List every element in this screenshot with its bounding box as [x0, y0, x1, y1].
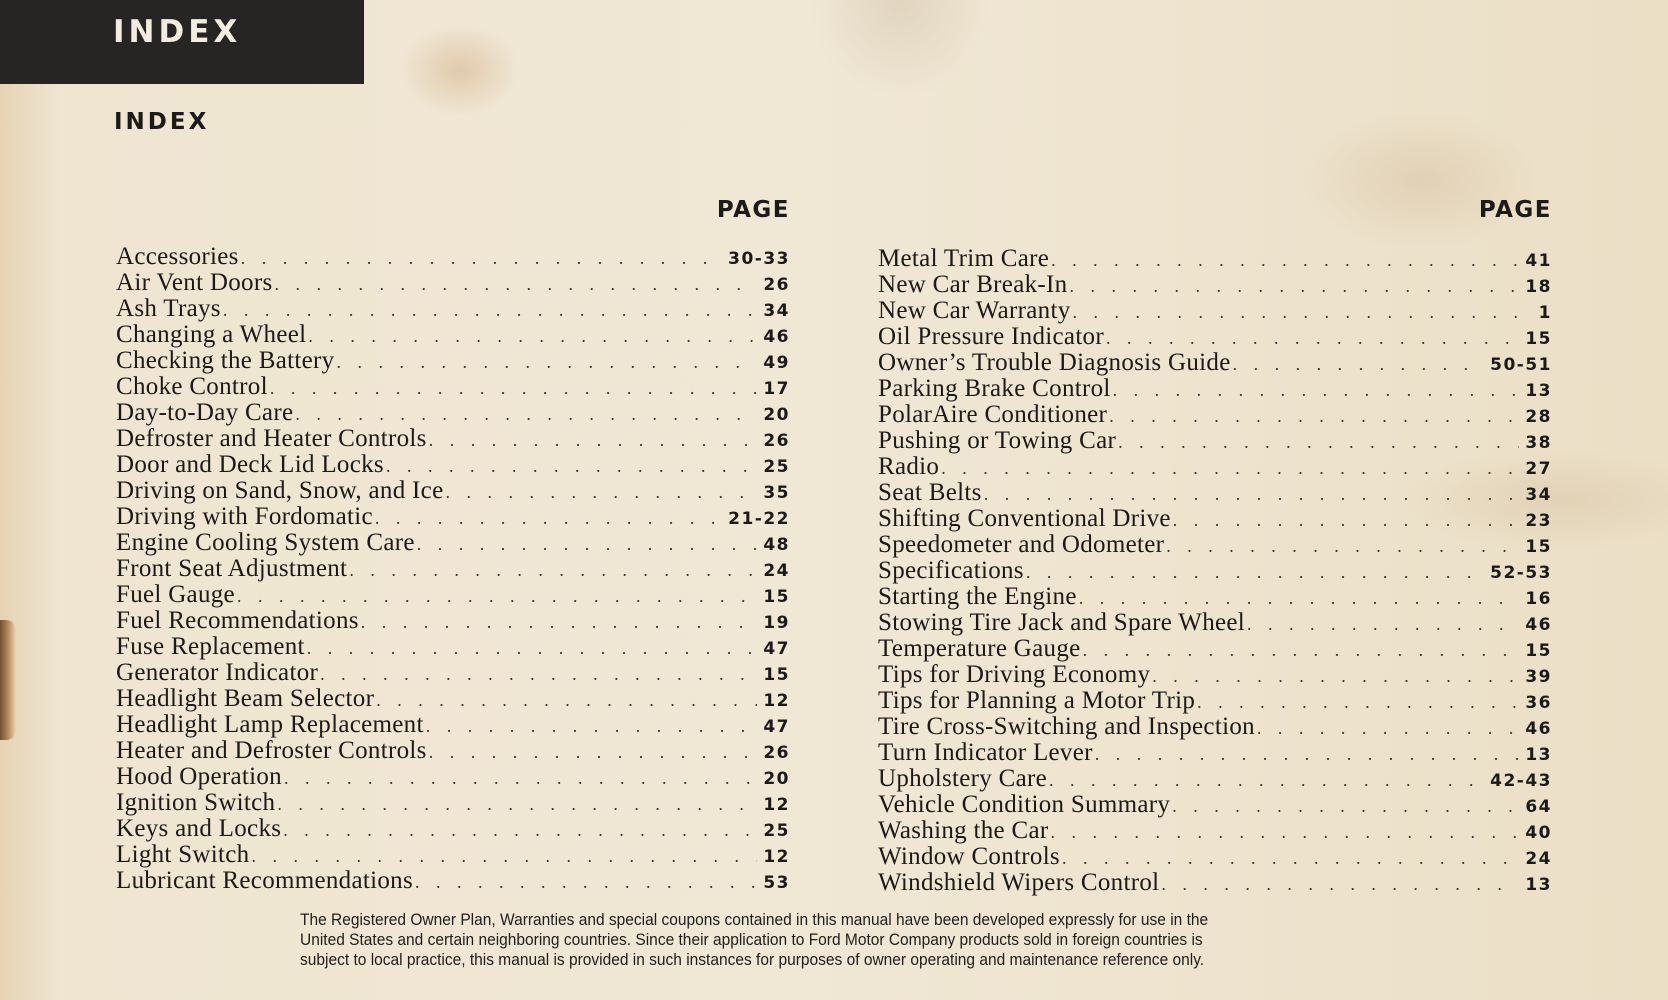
index-entry-label: Tips for Planning a Motor Trip — [878, 687, 1196, 714]
index-entry — [116, 842, 790, 868]
dot-leader — [1257, 715, 1519, 741]
index-entry — [116, 764, 790, 790]
dot-leader — [1152, 663, 1519, 689]
index-entry-page: 18 — [1525, 277, 1552, 297]
dot-leader — [1247, 611, 1519, 637]
index-entry — [878, 506, 1552, 532]
dot-leader — [283, 817, 757, 843]
dot-leader — [1095, 741, 1520, 767]
index-entry-label: Windshield Wipers Control — [878, 869, 1160, 896]
index-entry-label: Fuse Replacement — [116, 633, 305, 660]
index-entry — [116, 790, 790, 816]
dot-leader — [361, 609, 758, 635]
dot-leader — [270, 375, 758, 401]
dot-leader — [386, 453, 757, 479]
dot-leader — [1172, 793, 1519, 819]
page-column-header-right: PAGE — [1478, 197, 1552, 223]
index-entry-label: Headlight Beam Selector — [116, 685, 375, 712]
index-entry-page: 24 — [763, 561, 790, 581]
index-entry — [878, 844, 1552, 870]
footnote — [300, 910, 1315, 970]
index-entry-label: Oil Pressure Indicator — [878, 323, 1104, 350]
dot-leader — [1113, 377, 1520, 403]
index-entry-label: PolarAire Conditioner — [878, 401, 1108, 428]
index-entry-page: 26 — [763, 743, 790, 763]
index-entry — [116, 634, 790, 660]
index-entry-label: Vehicle Condition Summary — [878, 791, 1171, 818]
index-entry-label: Air Vent Doors — [116, 269, 273, 296]
index-entry-label: Upholstery Care — [878, 765, 1048, 792]
index-entry-label: Parking Brake Control — [878, 375, 1111, 402]
index-entry-page: 34 — [763, 301, 790, 321]
index-entry-label: Engine Cooling System Care — [116, 529, 415, 556]
dot-leader — [1118, 429, 1519, 455]
index-entry-label: Lubricant Recommendations — [116, 867, 414, 894]
index-entry-label: Temperature Gauge — [878, 635, 1081, 662]
index-entry — [878, 662, 1552, 688]
index-entry — [878, 298, 1552, 324]
dot-leader — [429, 427, 758, 453]
dot-leader — [1062, 845, 1519, 871]
index-column-right — [878, 246, 1552, 896]
binding-edge — [0, 620, 16, 740]
dot-leader — [320, 661, 757, 687]
index-entry-page: 15 — [1525, 641, 1552, 661]
index-entry — [878, 688, 1552, 714]
index-entry — [116, 400, 790, 426]
index-entry — [116, 712, 790, 738]
index-entry — [878, 376, 1552, 402]
footnote-line: subject to local practice, this manual is provided in such instances for purposes of owner operating and maintenance reference only. — [300, 951, 1205, 969]
index-entry — [878, 532, 1552, 558]
index-entry-page: 49 — [763, 353, 790, 373]
dot-leader — [376, 687, 757, 713]
dot-leader — [1166, 533, 1519, 559]
index-entry-label: Day-to-Day Care — [116, 399, 294, 426]
index-entry — [878, 402, 1552, 428]
index-entry — [116, 686, 790, 712]
index-entry-page: 50-51 — [1490, 355, 1552, 375]
index-entry — [878, 324, 1552, 350]
dot-leader — [445, 479, 757, 505]
index-entry-page: 12 — [763, 691, 790, 711]
index-entry-page: 27 — [1525, 459, 1552, 479]
index-entry-page: 13 — [1525, 745, 1552, 765]
index-entry — [878, 350, 1552, 376]
dot-leader — [941, 455, 1519, 481]
dot-leader — [429, 739, 758, 765]
dot-leader — [1079, 585, 1520, 611]
page-title: INDEX — [114, 109, 210, 135]
index-entry — [878, 246, 1552, 272]
index-entry-page: 46 — [1525, 615, 1552, 635]
index-entry-page: 15 — [1525, 537, 1552, 557]
index-entry — [878, 792, 1552, 818]
dot-leader — [241, 245, 722, 271]
index-entry-page: 13 — [1525, 381, 1552, 401]
index-entry-label: Choke Control — [116, 373, 268, 400]
dot-leader — [375, 505, 722, 531]
index-entry-page: 23 — [1525, 511, 1552, 531]
footnote-line: The Registered Owner Plan, Warranties and special coupons contained in this manual have been developed expressly for use in the — [300, 911, 1209, 929]
index-entry-label: Window Controls — [878, 843, 1060, 870]
index-entry-page: 15 — [763, 587, 790, 607]
index-entry-page: 52-53 — [1490, 563, 1552, 583]
dot-leader — [417, 531, 758, 557]
index-entry — [116, 452, 790, 478]
dot-leader — [295, 401, 757, 427]
index-entry-page: 20 — [763, 405, 790, 425]
index-entry-label: Generator Indicator — [116, 659, 319, 686]
index-entry — [116, 244, 790, 270]
dot-leader — [1051, 819, 1520, 845]
index-entry-label: Accessories — [116, 243, 239, 270]
section-tab — [0, 0, 364, 84]
index-entry-label: Seat Belts — [878, 479, 982, 506]
dot-leader — [284, 765, 757, 791]
index-entry-page: 15 — [1525, 329, 1552, 349]
index-entry-label: Metal Trim Care — [878, 245, 1050, 272]
index-entry-label: Heater and Defroster Controls — [116, 737, 427, 764]
index-entry — [878, 740, 1552, 766]
index-entry-page: 40 — [1525, 823, 1552, 843]
index-entry-label: New Car Break-In — [878, 271, 1068, 298]
index-entry — [116, 504, 790, 530]
index-entry — [116, 348, 790, 374]
index-entry — [116, 868, 790, 894]
index-entry — [116, 374, 790, 400]
index-entry — [878, 818, 1552, 844]
index-entry — [878, 766, 1552, 792]
index-entry — [878, 480, 1552, 506]
section-tab-label: INDEX — [113, 14, 242, 50]
index-entry-label: Driving on Sand, Snow, and Ice — [116, 477, 444, 504]
index-entry-page: 46 — [1525, 719, 1552, 739]
index-entry-label: Checking the Battery — [116, 347, 335, 374]
index-entry-page: 47 — [763, 639, 790, 659]
index-entry-label: Washing the Car — [878, 817, 1049, 844]
index-entry-page: 16 — [1525, 589, 1552, 609]
index-entry-page: 38 — [1525, 433, 1552, 453]
index-entry-page: 34 — [1525, 485, 1552, 505]
index-entry — [116, 322, 790, 348]
index-entry-label: Tire Cross-Switching and Inspection — [878, 713, 1255, 740]
index-entry-label: Headlight Lamp Replacement — [116, 711, 424, 738]
dot-leader — [415, 869, 757, 895]
index-entry-label: Turn Indicator Lever — [878, 739, 1093, 766]
index-entry — [116, 426, 790, 452]
index-entry-label: Shifting Conventional Drive — [878, 505, 1171, 532]
index-entry — [878, 584, 1552, 610]
index-entry-page: 35 — [763, 483, 790, 503]
dot-leader — [277, 791, 757, 817]
dot-leader — [1233, 351, 1485, 377]
index-entry-label: Ash Trays — [116, 295, 221, 322]
index-entry-label: Hood Operation — [116, 763, 282, 790]
index-entry-page: 48 — [763, 535, 790, 555]
index-entry — [116, 530, 790, 556]
index-entry-page: 25 — [763, 457, 790, 477]
index-entry-label: Ignition Switch — [116, 789, 276, 816]
index-entry — [878, 428, 1552, 454]
index-entry-label: Driving with Fordomatic — [116, 503, 373, 530]
index-entry-page: 39 — [1525, 667, 1552, 687]
index-entry-label: Keys and Locks — [116, 815, 282, 842]
index-entry-page: 42-43 — [1490, 771, 1552, 791]
dot-leader — [1069, 273, 1519, 299]
index-entry-page: 64 — [1525, 797, 1552, 817]
dot-leader — [237, 583, 757, 609]
index-entry-label: Tips for Driving Economy — [878, 661, 1151, 688]
index-entry-page: 17 — [763, 379, 790, 399]
dot-leader — [251, 843, 757, 869]
index-entry-label: Owner’s Trouble Diagnosis Guide — [878, 349, 1231, 376]
index-entry — [878, 610, 1552, 636]
index-entry — [116, 816, 790, 842]
dot-leader — [1197, 689, 1519, 715]
dot-leader — [1083, 637, 1520, 663]
index-entry-label: Light Switch — [116, 841, 250, 868]
index-entry — [116, 296, 790, 322]
index-entry-page: 12 — [763, 847, 790, 867]
dot-leader — [426, 713, 758, 739]
index-entry-label: Starting the Engine — [878, 583, 1077, 610]
index-entry-label: Specifications — [878, 557, 1024, 584]
index-entry — [116, 478, 790, 504]
dot-leader — [307, 635, 758, 661]
index-entry-label: Front Seat Adjustment — [116, 555, 348, 582]
dot-leader — [336, 349, 757, 375]
dot-leader — [1051, 247, 1519, 273]
index-entry — [116, 270, 790, 296]
index-entry — [116, 738, 790, 764]
index-entry-page: 28 — [1525, 407, 1552, 427]
dot-leader — [1161, 871, 1519, 897]
index-entry-label: Door and Deck Lid Locks — [116, 451, 384, 478]
index-entry — [116, 582, 790, 608]
dot-leader — [1106, 325, 1519, 351]
dot-leader — [1109, 403, 1519, 429]
dot-leader — [1026, 559, 1484, 585]
index-entry-page: 47 — [763, 717, 790, 737]
index-entry-page: 26 — [763, 275, 790, 295]
index-entry — [878, 714, 1552, 740]
dot-leader — [275, 271, 758, 297]
index-entry-page: 13 — [1525, 875, 1552, 895]
index-entry-page: 30-33 — [728, 249, 790, 269]
index-column-left — [116, 244, 790, 894]
index-entry — [116, 556, 790, 582]
index-entry — [878, 870, 1552, 896]
dot-leader — [349, 557, 757, 583]
index-entry-page: 19 — [763, 613, 790, 633]
index-entry-label: Speedometer and Odometer — [878, 531, 1165, 558]
dot-leader — [1073, 299, 1533, 325]
dot-leader — [1173, 507, 1520, 533]
index-entry-page: 21-22 — [728, 509, 790, 529]
index-entry — [878, 454, 1552, 480]
index-entry-page: 20 — [763, 769, 790, 789]
index-entry — [878, 272, 1552, 298]
index-entry-label: Fuel Gauge — [116, 581, 235, 608]
index-entry — [116, 660, 790, 686]
index-entry — [116, 608, 790, 634]
dot-leader — [984, 481, 1520, 507]
index-entry — [878, 636, 1552, 662]
index-entry-page: 53 — [763, 873, 790, 893]
dot-leader — [308, 323, 757, 349]
index-entry-page: 25 — [763, 821, 790, 841]
index-entry-page: 46 — [763, 327, 790, 347]
index-entry-page: 36 — [1525, 693, 1552, 713]
index-entry — [878, 558, 1552, 584]
index-entry-page: 12 — [763, 795, 790, 815]
index-entry-label: New Car Warranty — [878, 297, 1071, 324]
index-entry-label: Pushing or Towing Car — [878, 427, 1117, 454]
index-entry-page: 15 — [763, 665, 790, 685]
index-entry-page: 26 — [763, 431, 790, 451]
dot-leader — [1049, 767, 1484, 793]
index-entry-label: Fuel Recommendations — [116, 607, 359, 634]
index-entry-label: Stowing Tire Jack and Spare Wheel — [878, 609, 1246, 636]
index-entry-page: 1 — [1538, 303, 1552, 323]
index-entry-label: Changing a Wheel — [116, 321, 307, 348]
index-entry-page: 41 — [1525, 251, 1552, 271]
index-entry-label: Radio — [878, 453, 940, 480]
page-column-header-left: PAGE — [716, 197, 790, 223]
dot-leader — [223, 297, 758, 323]
index-entry-page: 24 — [1525, 849, 1552, 869]
footnote-line: United States and certain neighboring countries. Since their application to Ford Motor Company products sold in foreign countries is — [300, 931, 1203, 949]
index-entry-label: Defroster and Heater Controls — [116, 425, 427, 452]
